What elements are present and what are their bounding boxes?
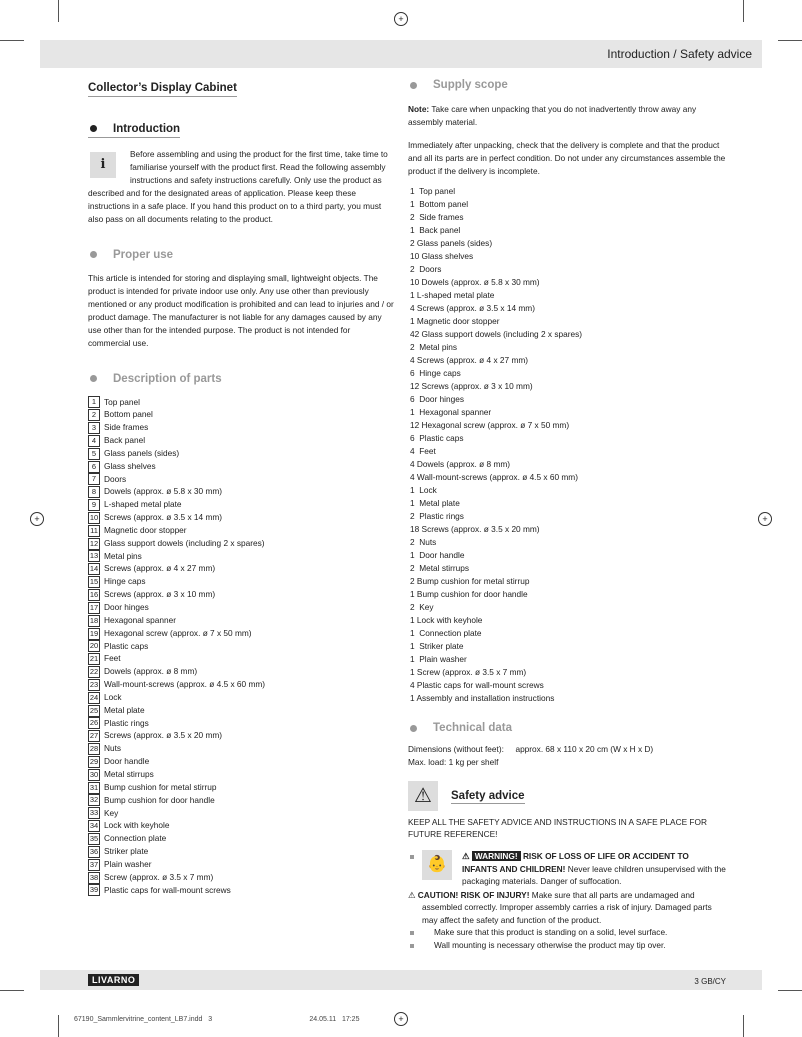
part-number: 38 (89, 872, 99, 882)
crop-mark (743, 1015, 744, 1037)
part-item (88, 408, 394, 421)
supply-item: 1 Magnetic door stopper (410, 316, 500, 326)
safety-bullet: Make sure that this product is standing on a solid, level surface. (408, 926, 726, 939)
part-label: Plastic caps for wall-mount screws (104, 884, 231, 895)
part-label: Screws (approx. ø 3 x 10 mm) (104, 589, 216, 600)
registration-mark-icon: + (30, 512, 44, 526)
part-number: 26 (89, 718, 99, 728)
part-label: Metal plate (104, 704, 145, 715)
part-label: Feet (104, 653, 121, 664)
part-number: 33 (89, 808, 99, 818)
part-number: 12 (89, 538, 99, 548)
bullet-icon (410, 855, 414, 859)
part-item (88, 768, 394, 781)
part-label: Door hinges (104, 602, 149, 612)
part-item (88, 858, 394, 871)
warning-badge: ⚠ WARNING! (462, 851, 521, 861)
supply-item: 4 Screws (approx. ø 3.5 x 14 mm) (410, 303, 535, 313)
part-label: Side frames (104, 422, 149, 433)
page-number: 3 GB/CY (694, 977, 726, 986)
child-warning-icon: 👶 (422, 850, 452, 880)
part-label: Top panel (104, 396, 140, 407)
part-item (88, 794, 394, 807)
part-label: Lock with keyhole (104, 820, 170, 831)
part-item (88, 601, 394, 614)
supply-item: 2 Plastic rings (410, 511, 464, 521)
supply-note: Note: Take care when unpacking that you do not inadvertently throw away any assembly material. (408, 104, 697, 127)
safety-bullet: Wall mounting is necessary otherwise the product may tip over. (408, 939, 726, 952)
warning-text: ⚠ WARNING! RISK OF LOSS OF LIFE OR ACCIDENT TO INFANTS AND CHILDREN! Never leave children unsupervised with the packaging materials. Danger of suffocation. (462, 851, 726, 886)
part-label: Door handle (104, 756, 150, 767)
part-number: 34 (89, 821, 99, 831)
crop-mark (778, 40, 802, 41)
part-item (88, 421, 394, 434)
part-label: Magnetic door stopper (104, 524, 187, 535)
part-number: 6 (88, 461, 100, 473)
part-label: Wall-mount-screws (approx. ø 4.5 x 60 mm) (104, 679, 266, 690)
part-number: 37 (89, 859, 99, 869)
info-book-icon: i (90, 152, 116, 178)
part-label: Striker plate (104, 846, 149, 857)
part-number: 15 (89, 577, 99, 587)
safety-keep-text: KEEP ALL THE SAFETY ADVICE AND INSTRUCTIONS IN A SAFE PLACE FOR FUTURE REFERENCE! (408, 817, 707, 839)
part-item (88, 614, 394, 627)
part-number: 3 (88, 422, 100, 434)
supply-list (408, 185, 726, 705)
print-slug: 67190_Sammlervitrine_content_LB7.indd 3 24.05.11 17:25 (74, 1016, 360, 1023)
dimensions-text: Dimensions (without feet): approx. 68 x 110 x 20 cm (W x H x D) (408, 744, 654, 754)
part-number: 2 (88, 409, 100, 421)
registration-mark-icon: + (394, 1012, 408, 1026)
supply-item: 12 Screws (approx. ø 3 x 10 mm) (410, 381, 533, 391)
part-number: 16 (89, 589, 99, 599)
supply-item: 4 Feet (410, 446, 436, 456)
part-number: 31 (89, 782, 99, 792)
supply-item: 1 Back panel (410, 225, 461, 235)
caution-text: ⚠ CAUTION! RISK OF INJURY! Make sure that all parts are undamaged and assembled correctly. Improper assembly carries a risk of injury. Damaged parts may affect the safety and function of the product. (408, 889, 712, 925)
registration-mark-icon: + (394, 12, 408, 26)
technical-data-heading: Technical data (408, 721, 726, 735)
caution-icon: ⚠ (408, 889, 416, 900)
part-item (88, 485, 394, 498)
supply-item: 2 Glass panels (sides) (410, 238, 493, 248)
part-label: Bump cushion for metal stirrup (104, 781, 217, 792)
supply-item: 1 Hexagonal spanner (410, 407, 492, 417)
supply-item: 1 Top panel (410, 186, 456, 196)
livarno-logo: LIVARNO (88, 974, 139, 986)
page-header (40, 40, 762, 68)
supply-item: 1 Metal plate (410, 498, 460, 508)
part-label: Screw (approx. ø 3.5 x 7 mm) (104, 871, 214, 882)
part-label: Dowels (approx. ø 5.8 x 30 mm) (104, 486, 223, 497)
part-number: 4 (88, 435, 100, 447)
supply-item: 1 Striker plate (410, 641, 464, 651)
part-label: Screws (approx. ø 4 x 27 mm) (104, 563, 216, 574)
crop-mark (58, 0, 59, 22)
registration-mark-icon: + (758, 512, 772, 526)
part-label: Glass panels (sides) (104, 447, 180, 458)
part-item (88, 781, 394, 794)
part-label: Nuts (104, 743, 122, 754)
part-item (88, 871, 394, 884)
part-item (88, 717, 394, 730)
part-number: 35 (89, 834, 99, 843)
part-item (88, 884, 394, 897)
max-load-text: Max. load: 1 kg per shelf (408, 757, 499, 767)
part-number: 18 (89, 615, 99, 625)
crop-mark (0, 40, 24, 41)
crop-mark (0, 990, 24, 991)
part-number: 23 (89, 679, 99, 689)
part-label: Screws (approx. ø 3.5 x 20 mm) (104, 730, 223, 741)
part-item (88, 524, 394, 537)
supply-item: 1 Lock (410, 485, 437, 495)
supply-item: 1 Screw (approx. ø 3.5 x 7 mm) (410, 667, 527, 677)
part-item (88, 511, 394, 524)
part-label: Doors (104, 473, 127, 484)
part-label: Dowels (approx. ø 8 mm) (104, 666, 198, 677)
part-label: Hinge caps (104, 576, 146, 587)
part-label: Screws (approx. ø 3.5 x 14 mm) (104, 512, 223, 523)
supply-scope-heading: Supply scope (408, 78, 726, 92)
part-item (88, 845, 394, 858)
part-number: 17 (89, 602, 99, 612)
part-item (88, 729, 394, 742)
part-item (88, 434, 394, 447)
introduction-text: Before assembling and using the product for the first time, take time to familiarise yourself with the product first. Read the following assembly instructions and safety instructions carefully. Only use the product as described and for the designated areas of application. Please keep these instructions in a safe place. If you hand this product on to a third party, you must also pass on all documents relating to the product. (88, 148, 388, 224)
part-label: Hexagonal spanner (104, 614, 176, 625)
part-item (88, 819, 394, 832)
part-number: 30 (89, 769, 99, 779)
part-item (88, 575, 394, 588)
part-number: 11 (88, 525, 100, 537)
proper-use-heading: Proper use (88, 248, 394, 262)
part-number: 24 (89, 692, 99, 702)
part-label: Plastic caps (104, 640, 149, 651)
part-number: 5 (88, 448, 100, 460)
part-number: 14 (89, 564, 99, 574)
supply-item: 2 Side frames (410, 212, 464, 222)
part-item (88, 704, 394, 717)
part-label: Lock (104, 691, 122, 702)
part-item (88, 588, 394, 601)
part-number: 19 (89, 628, 99, 638)
part-item (88, 627, 394, 640)
supply-item: 2 Doors (410, 264, 442, 274)
part-number: 7 (88, 473, 100, 485)
part-label: Hexagonal screw (approx. ø 7 x 50 mm) (104, 627, 252, 638)
supply-item: 1 Connection plate (410, 628, 482, 638)
part-item (88, 652, 394, 665)
proper-use-text: This article is intended for storing and displaying small, lightweight objects. The product is intended for private indoor use only. Any use other than previously mentioned or any product modification is prohibited and can lead to injuries and / or product damage. The manufacturer is not liable for any damages caused by any use other than for the intended purpose. The product is not intended for commercial use. (88, 272, 394, 348)
part-label: Connection plate (104, 833, 167, 844)
part-item (88, 832, 394, 845)
page-footer (40, 970, 762, 990)
part-label: Bottom panel (104, 409, 153, 420)
part-number: 27 (89, 731, 99, 741)
part-label: Metal stirrups (104, 768, 154, 779)
part-item (88, 807, 394, 820)
part-item (88, 537, 394, 550)
part-number: 28 (89, 744, 99, 754)
crop-mark (778, 990, 802, 991)
supply-item: 2 Metal pins (410, 342, 458, 352)
part-number: 29 (89, 756, 99, 766)
supply-item: 1 L-shaped metal plate (410, 290, 495, 300)
part-item (88, 550, 394, 563)
supply-item: 18 Screws (approx. ø 3.5 x 20 mm) (410, 524, 540, 534)
supply-item: 1 Bump cushion for door handle (410, 589, 528, 599)
supply-item: 4 Plastic caps for wall-mount screws (410, 680, 544, 690)
supply-item: 2 Bump cushion for metal stirrup (410, 576, 530, 586)
part-item (88, 665, 394, 678)
supply-item: 1 Assembly and installation instructions (410, 693, 555, 703)
crop-mark (58, 1015, 59, 1037)
part-number: 21 (89, 654, 99, 664)
part-label: Back panel (104, 435, 146, 446)
part-item (88, 498, 394, 511)
part-label: Plastic rings (104, 717, 149, 728)
part-number: 25 (89, 705, 99, 715)
parts-heading: Description of parts (88, 372, 394, 386)
part-item (88, 678, 394, 691)
part-label: Bump cushion for door handle (104, 794, 215, 805)
part-item (88, 447, 394, 460)
part-item (88, 396, 394, 409)
supply-item: 4 Screws (approx. ø 4 x 27 mm) (410, 355, 529, 365)
part-number: 8 (88, 486, 100, 498)
part-item (88, 562, 394, 575)
supply-item: 6 Hinge caps (410, 368, 461, 378)
part-item (88, 473, 394, 486)
supply-check-text: Immediately after unpacking, check that the delivery is complete and that the product and all its parts are in perfect condition. Do not under any circumstances assemble the product if the delivery is incomplete. (408, 140, 726, 176)
supply-item: 4 Dowels (approx. ø 8 mm) (410, 459, 511, 469)
right-column (408, 78, 726, 952)
part-label: Metal pins (104, 550, 142, 561)
part-number: 9 (88, 499, 100, 511)
left-column (88, 78, 394, 896)
safety-advice-heading: Safety advice (451, 789, 525, 802)
part-number: 36 (89, 846, 99, 856)
supply-item: 10 Glass shelves (410, 251, 474, 261)
part-number: 22 (89, 667, 99, 677)
supply-item: 12 Hexagonal screw (approx. ø 7 x 50 mm) (410, 420, 570, 430)
header-title: Introduction / Safety advice (607, 47, 752, 61)
part-item (88, 755, 394, 768)
supply-item: 4 Wall-mount-screws (approx. ø 4.5 x 60 mm) (410, 472, 578, 482)
supply-item: 1 Lock with keyhole (410, 615, 483, 625)
part-number: 1 (88, 396, 100, 408)
introduction-heading: Introduction (88, 122, 180, 136)
supply-item: 6 Door hinges (410, 394, 464, 404)
supply-item: 2 Metal stirrups (410, 563, 470, 573)
document-title: Collector’s Display Cabinet (88, 81, 237, 97)
part-label: Glass shelves (104, 460, 156, 471)
crop-mark (743, 0, 744, 22)
part-number: 20 (89, 641, 99, 651)
part-label: Plain washer (104, 858, 152, 869)
part-number: 10 (89, 512, 99, 522)
part-item (88, 742, 394, 755)
supply-item: 42 Glass support dowels (including 2 x spares) (410, 329, 583, 339)
supply-item: 1 Bottom panel (410, 199, 469, 209)
supply-item: 6 Plastic caps (410, 433, 464, 443)
supply-item: 1 Plain washer (410, 654, 467, 664)
part-label: Key (104, 807, 119, 818)
part-number: 32 (89, 795, 99, 805)
part-item (88, 640, 394, 653)
part-label: L-shaped metal plate (104, 499, 182, 510)
part-item (88, 691, 394, 704)
warning-triangle-icon: ⚠ (408, 781, 438, 811)
supply-item: 10 Dowels (approx. ø 5.8 x 30 mm) (410, 277, 540, 287)
supply-item: 2 Nuts (410, 537, 437, 547)
parts-list (88, 396, 394, 897)
supply-item: 1 Door handle (410, 550, 465, 560)
part-number: 13 (89, 551, 99, 561)
supply-item: 2 Key (410, 602, 434, 612)
part-number: 39 (89, 885, 99, 895)
part-label: Glass support dowels (including 2 x spares) (104, 537, 265, 548)
part-item (88, 460, 394, 473)
